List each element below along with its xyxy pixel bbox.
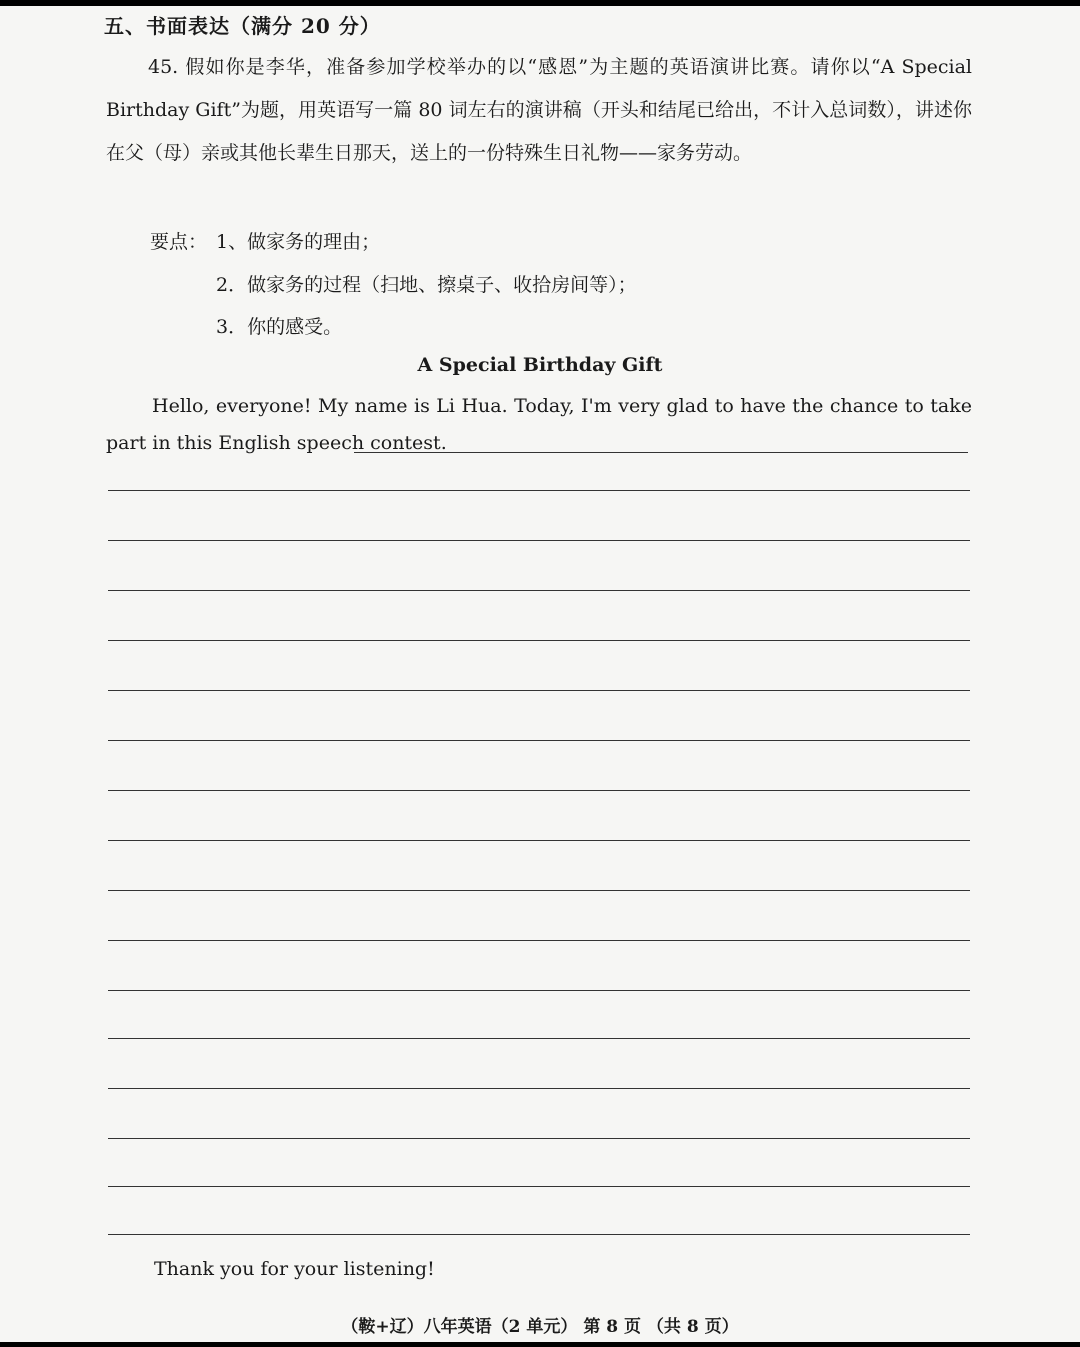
answer-line[interactable]: [108, 1038, 970, 1039]
section-title: 五、书面表达（满分 20 分）: [104, 14, 381, 38]
essay-opening: Hello, everyone! My name is Li Hua. Today, I'm very glad to have the chance to take part in this English speech contest.: [106, 395, 972, 454]
question-text: 假如你是李华，准备参加学校举办的以“感恩”为主题的英语演讲比赛。请你以“A Special Birthday Gift”为题，用英语写一篇 80 词左右的演讲稿（开头和结尾已给出，不计入总词数），讲述你在父（母）亲或其他长辈生日那天，送上的一份特殊生日礼物——家务劳动。: [106, 56, 972, 164]
answer-line[interactable]: [108, 840, 970, 841]
answer-line[interactable]: [108, 540, 970, 541]
answer-line[interactable]: [108, 1234, 970, 1235]
answer-line[interactable]: [108, 890, 970, 891]
points-label: 要点：: [150, 231, 208, 253]
point-item: 3．你的感受。: [216, 316, 343, 338]
answer-line[interactable]: [108, 1088, 970, 1089]
question-prompt: [106, 46, 972, 175]
answer-line[interactable]: [108, 690, 970, 691]
answer-line[interactable]: [108, 640, 970, 641]
point-item: 2．做家务的过程（扫地、擦桌子、收拾房间等）；: [216, 274, 637, 296]
question-number: 45.: [148, 56, 179, 78]
essay-closing: Thank you for your listening!: [154, 1258, 435, 1280]
answer-line[interactable]: [108, 490, 970, 491]
answer-line[interactable]: [108, 990, 970, 991]
essay-title: A Special Birthday Gift: [417, 354, 663, 376]
answer-line[interactable]: [108, 590, 970, 591]
answer-line[interactable]: [108, 740, 970, 741]
answer-line[interactable]: [354, 452, 968, 453]
answer-line[interactable]: [108, 940, 970, 941]
exam-page: [0, 6, 1080, 1342]
page-footer: （鞍+辽）八年英语（2 单元） 第 8 页 （共 8 页）: [341, 1317, 739, 1337]
point-item: 1、做家务的理由；: [216, 231, 381, 253]
answer-line[interactable]: [108, 1138, 970, 1139]
answer-line[interactable]: [108, 1186, 970, 1187]
answer-line[interactable]: [108, 790, 970, 791]
